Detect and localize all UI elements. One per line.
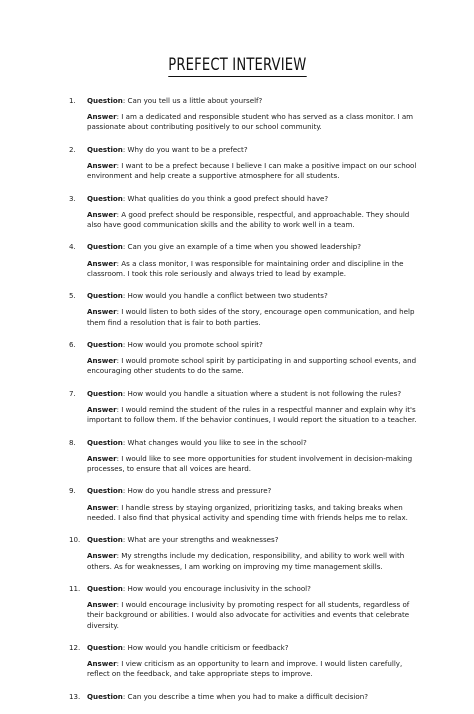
question-text: : How would you handle criticism or feedback? [122,642,289,652]
list-item [69,692,417,702]
question-text: : What changes would you like to see in the school? [122,437,307,447]
question-line [87,535,417,545]
answer-line [87,210,417,230]
question-line [87,486,417,496]
answer-label: Answer [87,659,117,669]
list-item [69,291,417,328]
question-line [87,438,417,448]
item-number: 7. [69,388,76,398]
question-text: : Can you describe a time when you had to make a difficult decision? [122,691,368,701]
answer-line [87,405,417,425]
answer-line [87,659,417,679]
item-number: 11. [69,583,81,593]
answer-text: : I handle stress by staying organized, prioritizing tasks, and taking breaks when needed. I also find that physical activity and spending time with friends helps me to relax. [87,502,408,522]
answer-line [87,307,417,327]
question-line [87,692,417,702]
question-text: : Can you tell us a little about yourself? [122,96,263,105]
list-item [69,438,417,475]
answer-label: Answer [87,502,117,512]
answer-label: Answer [87,453,117,463]
answer-line [87,112,417,132]
question-line [87,242,417,252]
item-number: 5. [69,291,76,301]
item-number: 1. [69,96,76,105]
answer-text: : I would remind the student of the rules in a respectful manner and explain why it's important to follow them. If the behavior continues, I would report the situation to a teacher. [87,404,417,425]
answer-text: : My strengths include my dedication, responsibility, and ability to work well with others. As for weaknesses, I am working on improving my time management skills. [87,551,405,571]
question-text: : Can you give an example of a time when you showed leadership? [122,242,362,252]
answer-text: : I am a dedicated and responsible student who has served as a class monitor. I am passionate about contributing positively to our school community. [87,112,414,132]
answer-label: Answer [87,404,117,414]
question-label: Question [87,642,123,652]
answer-label: Answer [87,551,117,561]
interview-question-list [69,96,417,714]
question-label: Question [87,96,123,105]
page-title-text: PREFECT INTERVIEW [167,55,307,75]
answer-line [87,551,417,571]
list-item [69,486,417,523]
page-title [0,55,474,77]
question-text: : How would you encourage inclusivity in the school? [122,583,311,593]
list-item [69,194,417,231]
answer-line [87,600,417,631]
answer-text: : I would like to see more opportunities for student involvement in decision-making processes, to ensure that all voices are heard. [87,453,413,473]
answer-line [87,454,417,474]
answer-label: Answer [87,161,117,170]
question-line [87,96,417,106]
item-number: 2. [69,144,76,154]
answer-text: : I view criticism as an opportunity to learn and improve. I would listen carefully, reflect on the feedback, and take appropriate steps to improve. [87,659,403,679]
question-label: Question [87,437,123,447]
answer-line [87,259,417,279]
list-item [69,340,417,377]
answer-label: Answer [87,112,117,122]
question-label: Question [87,339,123,349]
question-line [87,291,417,301]
question-label: Question [87,535,123,545]
item-number: 6. [69,339,76,349]
list-item [69,535,417,572]
item-number: 4. [69,242,76,252]
question-label: Question [87,486,123,496]
list-item [69,145,417,182]
answer-text: : I would encourage inclusivity by promoting respect for all students, regardless of their background or abilities. I would also advocate for activities and events that celebrate diversity. [87,600,410,630]
question-text: : How would you handle a conflict between two students? [122,291,328,301]
list-item [69,643,417,680]
answer-text: : I want to be a prefect because I believe I can make a positive impact on our school environment and help create a supportive atmosphere for all students. [87,161,417,181]
question-text: : What are your strengths and weaknesses? [122,535,279,545]
item-number: 13. [69,691,81,701]
question-label: Question [87,388,123,398]
list-item [69,584,417,631]
answer-label: Answer [87,356,117,366]
item-number: 8. [69,437,76,447]
question-text: : Why do you want to be a prefect? [122,144,248,154]
question-label: Question [87,291,123,301]
answer-label: Answer [87,258,117,268]
answer-text: : I would listen to both sides of the story, encourage open communication, and help them find a resolution that is fair to both parties. [87,307,415,327]
list-item [69,96,417,133]
item-number: 12. [69,642,81,652]
answer-line [87,161,417,181]
question-label: Question [87,193,123,203]
question-label: Question [87,144,123,154]
question-text: : How do you handle stress and pressure? [122,486,272,496]
item-number: 3. [69,193,76,203]
question-line [87,340,417,350]
answer-text: : As a class monitor, I was responsible for maintaining order and discipline in the classroom. I took this role seriously and always tried to lead by example. [87,258,404,278]
question-line [87,194,417,204]
answer-label: Answer [87,307,117,317]
answer-line [87,356,417,376]
question-text: : How would you handle a situation where a student is not following the rules? [122,388,402,398]
answer-line [87,503,417,523]
answer-label: Answer [87,209,117,219]
answer-text: : I would promote school spirit by participating in and supporting school events, and encouraging other students to do the same. [87,356,417,376]
list-item [69,242,417,279]
question-text: : How would you promote school spirit? [122,339,263,349]
question-label: Question [87,583,123,593]
question-label: Question [87,242,123,252]
question-line [87,145,417,155]
answer-label: Answer [87,600,117,610]
item-number: 9. [69,486,76,496]
list-item [69,389,417,426]
question-text: : What qualities do you think a good prefect should have? [122,193,329,203]
question-line [87,584,417,594]
item-number: 10. [69,535,81,545]
question-line [87,643,417,653]
question-label: Question [87,691,123,701]
question-line [87,389,417,399]
answer-text: : A good prefect should be responsible, respectful, and approachable. They should also have good communication skills and the ability to work well in a team. [87,209,410,229]
